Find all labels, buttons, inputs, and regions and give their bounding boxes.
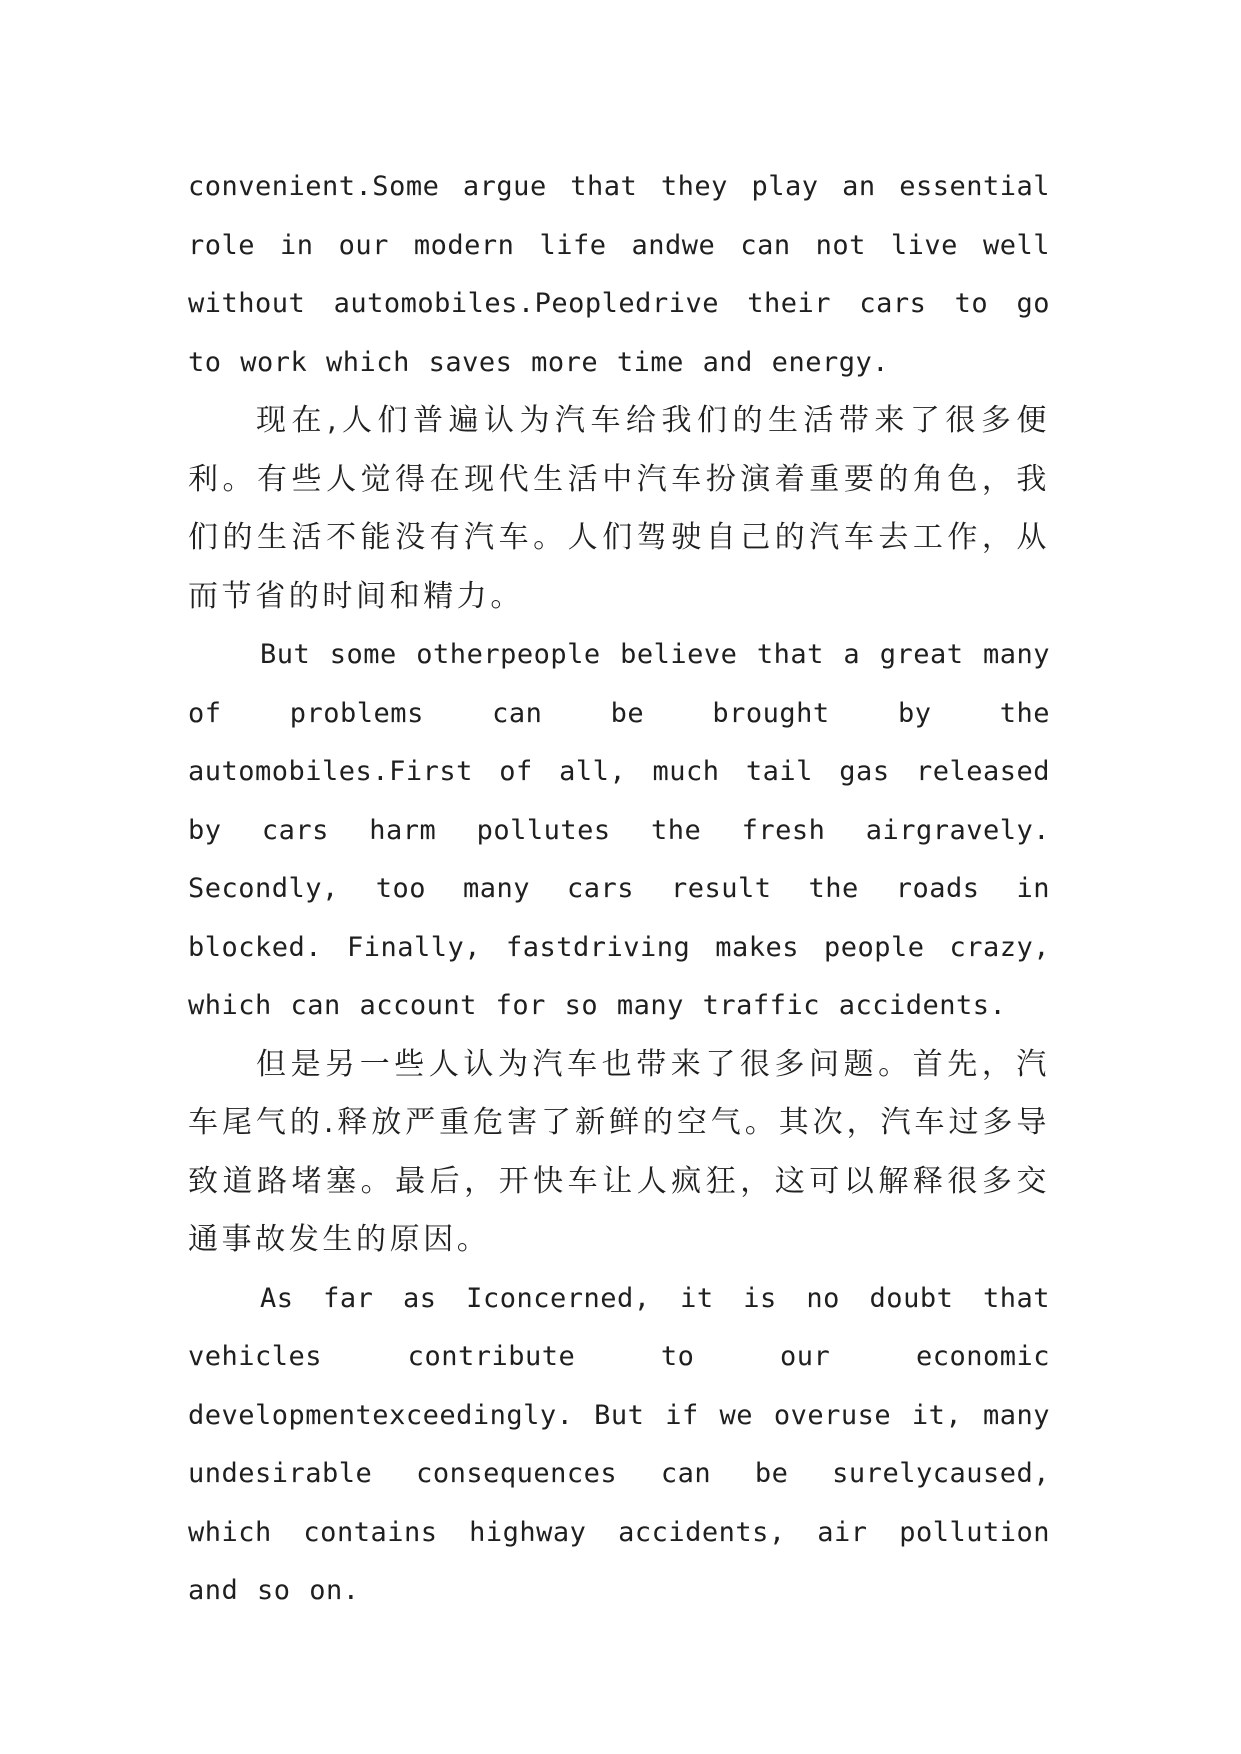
- paragraph-en-intro: convenient.Some argue that they play an essential role in our modern life andwe can not live well without automobiles.Peopledrive their cars to go to work which saves more time and energy.: [188, 171, 1050, 378]
- document-page: [188, 158, 1050, 1621]
- paragraph-en-conclusion: As far as Iconcerned, it is no doubt that vehicles contribute to our economic developmentexceedingly. But if we overuse it, many undesirable consequences can be surelycaused, which contains highway accidents, air pollution and so on.: [188, 1282, 1050, 1606]
- paragraph-zh-intro: 现在,人们普遍认为汽车给我们的生活带来了很多便利。有些人觉得在现代生活中汽车扮演着重要的角色，我们的生活不能没有汽车。人们驾驶自己的汽车去工作，从而节省的时间和精力。: [188, 403, 1050, 614]
- paragraph-en-problems: But some otherpeople believe that a great many of problems can be brought by the automobiles.First of all, much tail gas released by cars harm pollutes the fresh airgravely. Secondly, too many cars result the roads in blocked. Finally, fastdriving makes people crazy, which can account for so many traffic accidents.: [188, 639, 1050, 1021]
- paragraph-zh-problems: 但是另一些人认为汽车也带来了很多问题。首先，汽车尾气的.释放严重危害了新鲜的空气。其次，汽车过多导致道路堵塞。最后，开快车让人疯狂，这可以解释很多交通事故发生的原因。: [188, 1046, 1050, 1257]
